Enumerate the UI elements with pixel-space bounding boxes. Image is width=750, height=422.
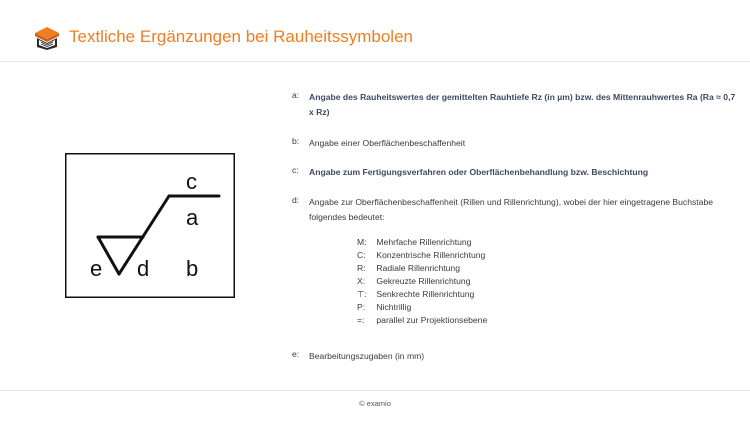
legend-text-a: Angabe des Rauheitswertes der gemittelten Rauhtiefe Rz (in µm) bzw. des Mittenrauhwertes Ra (Ra ≈ 0,7 x Rz) [309, 92, 736, 117]
rill-item [357, 302, 411, 312]
legend-text-e: Bearbeitungszugaben (in mm) [309, 351, 425, 361]
label-e: e [90, 256, 103, 281]
copyright: © examio [359, 399, 391, 408]
rill-code: =: [357, 315, 365, 325]
label-a: a [186, 205, 199, 230]
rill-code: ⊤: [357, 289, 367, 299]
rill-item [357, 315, 487, 325]
roughness-symbol-diagram [65, 153, 235, 298]
rill-text: Konzentrische Rillenrichtung [376, 250, 486, 260]
rill-code: X: [357, 276, 366, 286]
legend-text-c: Angabe zum Fertigungsverfahren oder Oberflächenbehandlung bzw. Beschichtung [309, 167, 649, 177]
legend-text-b: Angabe einer Oberflächenbeschaffenheit [309, 138, 466, 148]
rill-item [357, 237, 471, 247]
rill-text: Radiale Rillenrichtung [376, 263, 460, 273]
header [0, 0, 750, 62]
rill-item [357, 289, 474, 300]
rill-text: Senkrechte Rillenrichtung [376, 289, 475, 299]
examio-logo-icon [33, 24, 61, 50]
rill-text: Mehrfache Rillenrichtung [376, 237, 472, 247]
label-b: b [186, 256, 199, 281]
legend-letter-b: b: [292, 136, 300, 146]
footer-divider [0, 390, 750, 391]
legend-letter-a: a: [292, 90, 300, 100]
rill-code: M: [357, 237, 367, 247]
legend-letter-d: d: [292, 195, 300, 205]
label-c: c [186, 169, 197, 194]
rill-code: R: [357, 263, 366, 273]
rill-item [357, 276, 471, 286]
rill-text: parallel zur Projektionsebene [376, 315, 488, 325]
rill-text: Gekreuzte Rillenrichtung [376, 276, 471, 286]
rill-text: Nichtrillig [376, 302, 412, 312]
label-d: d [137, 256, 150, 281]
rill-code: P: [357, 302, 366, 312]
legend-text-d: Angabe zur Oberflächenbeschaffenheit (Rillen und Rillenrichtung), wobei der hier eingetragene Buchstabe folgendes bedeutet: [309, 197, 714, 222]
legend-letter-e: e: [292, 349, 300, 359]
rill-code: C: [357, 250, 366, 260]
legend-letter-c: c: [292, 165, 299, 175]
rill-item [357, 250, 485, 260]
page-title: Textliche Ergänzungen bei Rauheitssymbolen [69, 27, 413, 46]
header-divider [0, 61, 750, 62]
rill-item [357, 263, 460, 273]
